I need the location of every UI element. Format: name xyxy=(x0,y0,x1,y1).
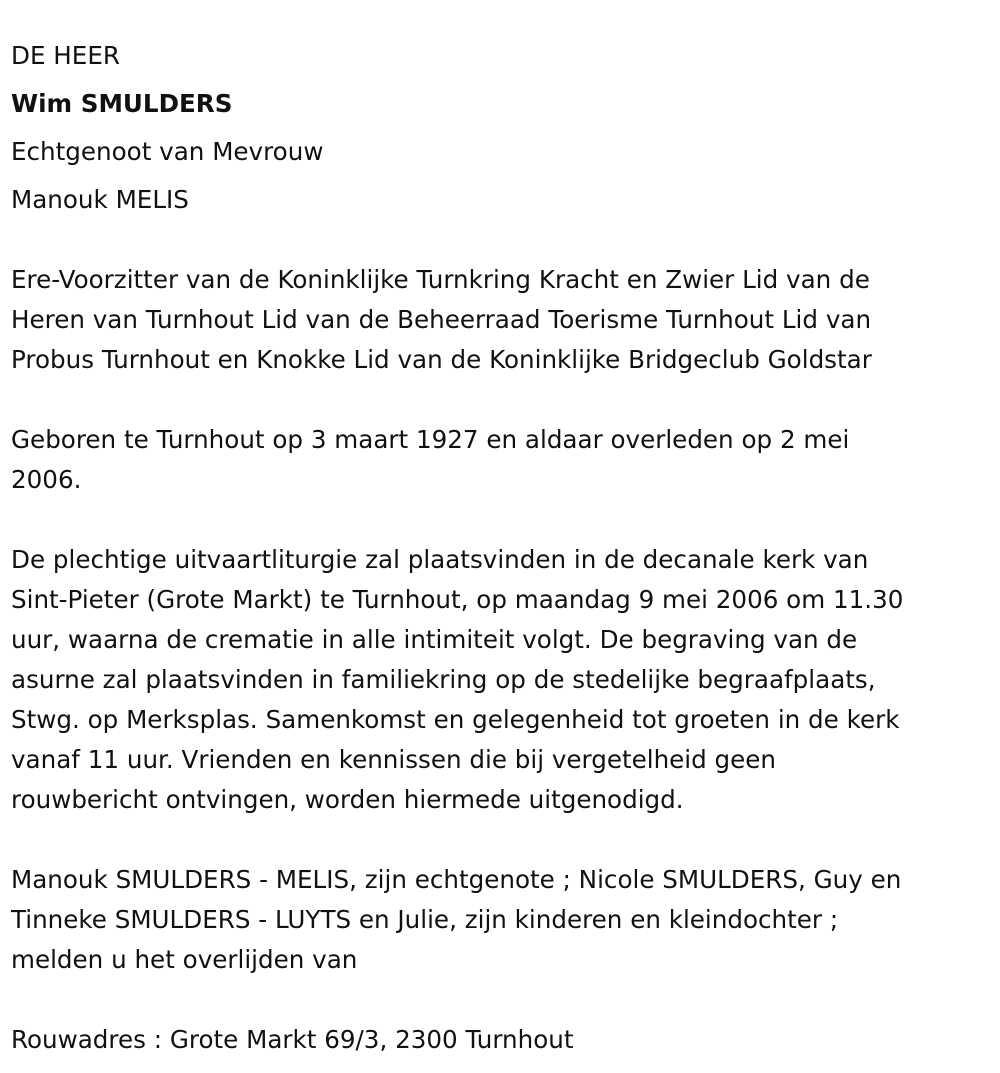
spouse-name: Manouk MELIS xyxy=(11,185,189,214)
memberships-paragraph xyxy=(11,260,991,380)
funeral-line: Sint-Pieter (Grote Markt) te Turnhout, op maandag 9 mei 2006 om 11.30 xyxy=(11,585,904,614)
deceased-name: Wim SMULDERS xyxy=(11,89,233,118)
funeral-line: Stwg. op Merksplas. Samenkomst en gelegenheid tot groeten in de kerk xyxy=(11,705,900,734)
family-line: melden u het overlijden van xyxy=(11,945,358,974)
family-paragraph xyxy=(11,860,991,980)
funeral-line: uur, waarna de crematie in alle intimiteit volgt. De begraving van de xyxy=(11,625,858,654)
funeral-line: rouwbericht ontvingen, worden hiermede uitgenodigd. xyxy=(11,785,684,814)
spouse-label: Echtgenoot van Mevrouw xyxy=(11,137,324,166)
funeral-paragraph xyxy=(11,540,991,820)
funeral-line: asurne zal plaatsvinden in familiekring op de stedelijke begraafplaats, xyxy=(11,665,876,694)
address-paragraph xyxy=(11,1020,991,1060)
funeral-line: De plechtige uitvaartliturgie zal plaatsvinden in de decanale kerk van xyxy=(11,545,869,574)
birth-death-line: 2006. xyxy=(11,465,82,494)
funeral-line: vanaf 11 uur. Vrienden en kennissen die bij vergetelheid geen xyxy=(11,745,777,774)
memberships-line: Ere-Voorzitter van de Koninklijke Turnkring Kracht en Zwier Lid van de xyxy=(11,265,870,294)
birth-death-line: Geboren te Turnhout op 3 maart 1927 en aldaar overleden op 2 mei xyxy=(11,425,850,454)
birth-death-paragraph xyxy=(11,420,991,500)
mourning-address: Rouwadres : Grote Markt 69/3, 2300 Turnhout xyxy=(11,1025,574,1054)
title-prefix: DE HEER xyxy=(11,41,120,70)
memberships-line: Heren van Turnhout Lid van de Beheerraad Toerisme Turnhout Lid van xyxy=(11,305,872,334)
family-line: Tinneke SMULDERS - LUYTS en Julie, zijn kinderen en kleindochter ; xyxy=(11,905,839,934)
family-line: Manouk SMULDERS - MELIS, zijn echtgenote ; Nicole SMULDERS, Guy en xyxy=(11,865,902,894)
memberships-line: Probus Turnhout en Knokke Lid van de Koninklijke Bridgeclub Goldstar xyxy=(11,345,872,374)
